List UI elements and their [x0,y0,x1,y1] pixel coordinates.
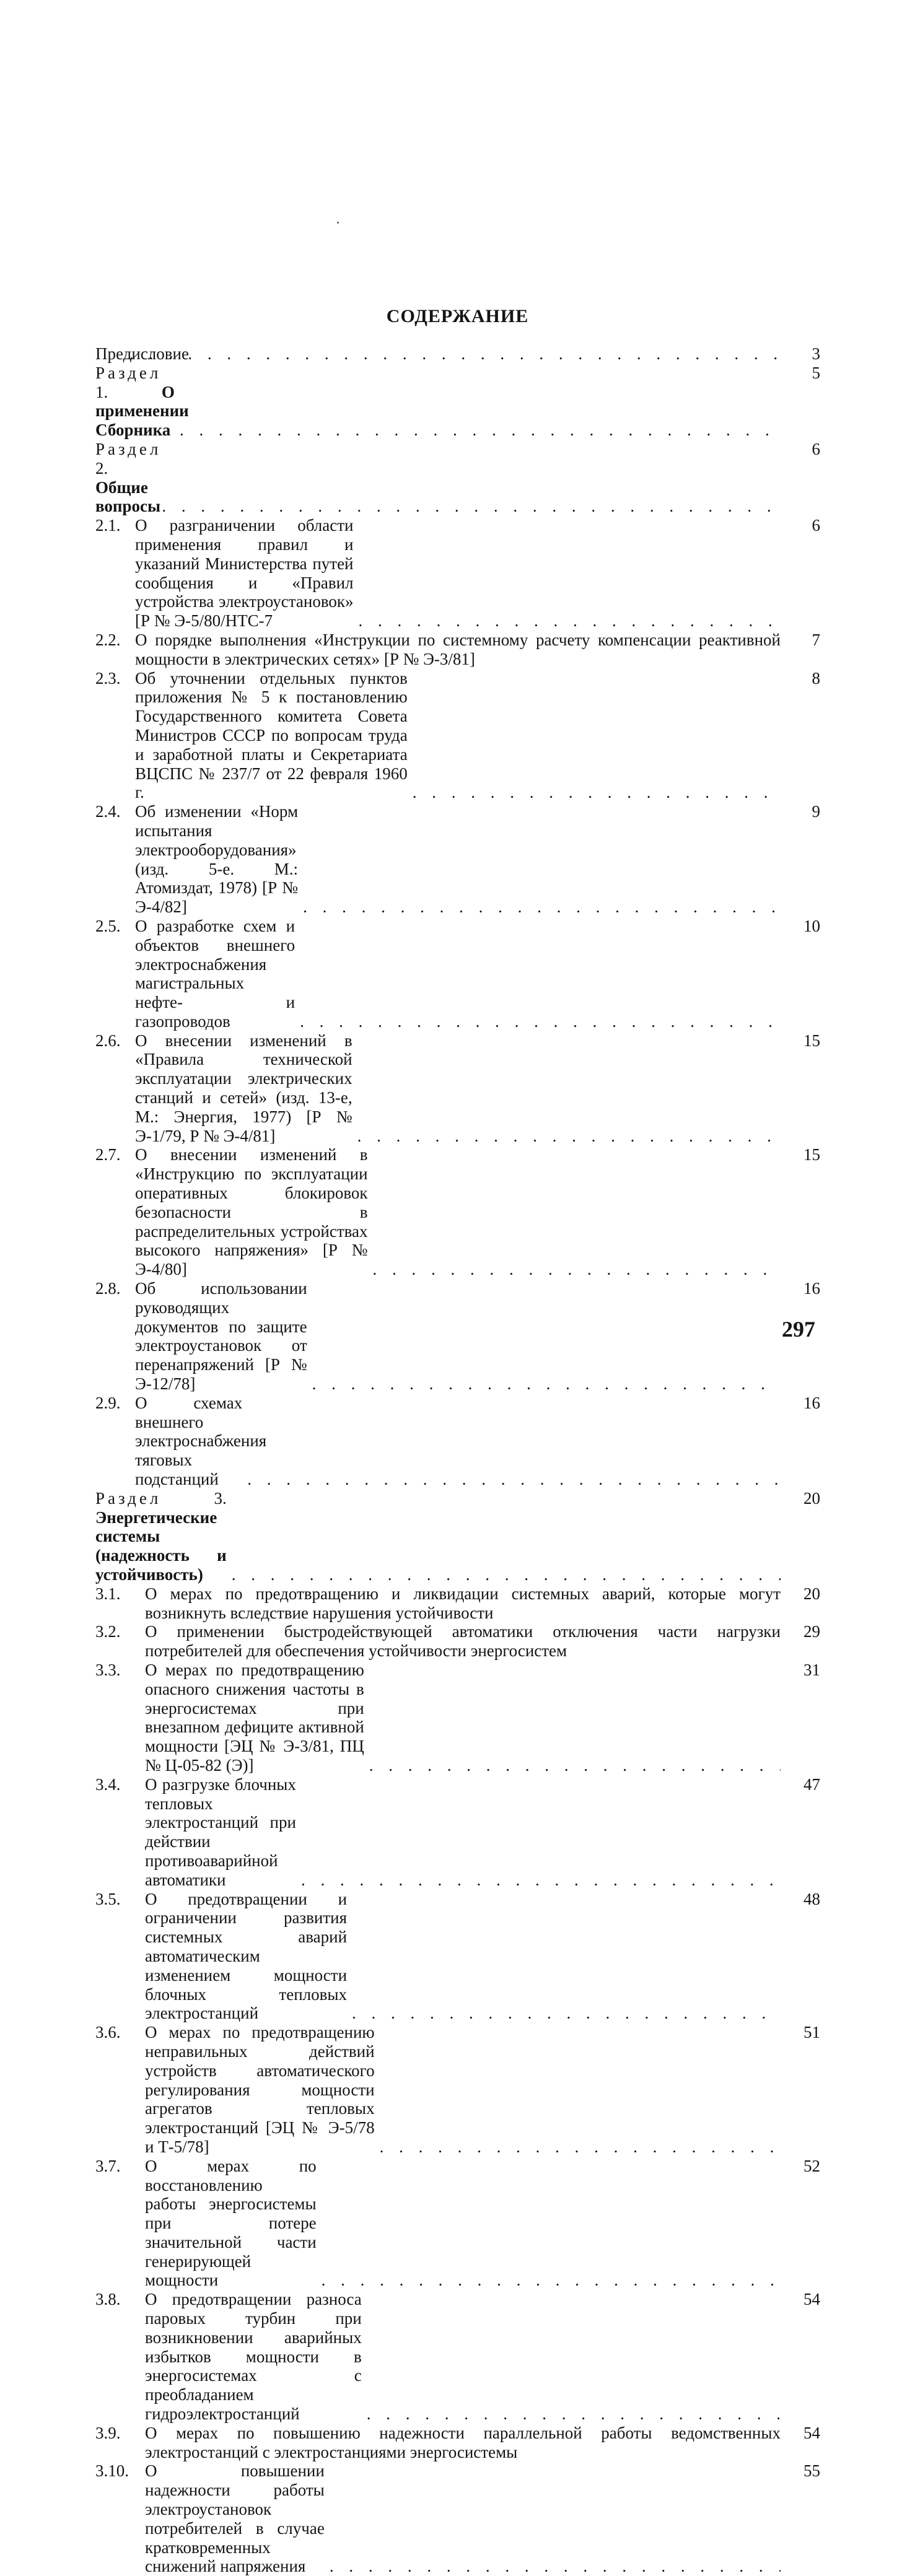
toc-item-3-2 [95,1622,820,1661]
item-number: 3.6. [95,2023,121,2042]
dot-leader [375,2137,781,2157]
dot-leader [368,1260,781,1279]
item-text: О мерах по восстановлению работы энергосистемы при потере значительной части генерирующей мощности [145,2156,317,2290]
dot-leader [175,421,781,440]
page-number: 31 [803,1660,820,1679]
dot-leader [295,1012,781,1031]
item-text: О применении быстродействующей автоматики отключения части нагрузки потребителей для обеспечения устойчивости энергосистем [145,1622,781,1661]
toc-section-2 [95,440,820,516]
toc-item-2-3 [95,669,820,803]
item-text: О внесении изменений в «Инструкцию по эксплуатации оперативных блокировок безопасности в распределительных устройствах высокого напряжения» [Р № Э-4/80] [135,1145,368,1279]
item-number: 2.9. [95,1393,121,1412]
scan-speck [337,222,339,224]
item-text: О повышении надежности работы электроустановок потребителей в случае кратковременных снижений напряжения [145,2461,325,2576]
item-text: Об использовании руководящих документов по защите электроустановок от перенапряжений [Р № Э-12/78] [135,1279,307,1394]
section-number: 3. [214,1488,227,1508]
toc-item-2-2 [95,631,820,669]
page-title: СОДЕРЖАНИЕ [386,306,529,326]
page-number: 54 [803,2290,820,2309]
dot-leader [227,1565,781,1584]
item-text: О внесении изменений в «Правила технической эксплуатации электрических станций и сетей» (изд. 13-е, М.: Энергия, 1977) [Р № Э-1/79, Р № Э-4/81] [135,1031,352,1145]
toc-item-2-8 [95,1279,820,1394]
page-number: 15 [803,1145,820,1164]
page-number: 9 [812,802,820,821]
page-number: 51 [803,2023,820,2042]
dot-leader [157,497,781,516]
dot-leader [317,2271,781,2290]
toc-section-3 [95,1489,820,1584]
page-number: 16 [803,1279,820,1298]
toc-item-3-3 [95,1661,820,1775]
page-number: 20 [803,1488,820,1508]
toc-item-3-9 [95,2424,820,2462]
page-number: 16 [803,1393,820,1412]
dot-leader [298,897,781,917]
page-number: 29 [803,1622,820,1641]
item-text: О разграничении области применения правил и указаний Министерства путей сообщения и «Правил устройства электроустановок» [Р № Э-5/80/НТС-7 [135,516,354,631]
item-number: 3.9. [95,2423,121,2442]
item-number: 2.1. [95,516,121,535]
section-keyword: Раздел [95,439,162,458]
toc-section-1 [95,364,820,440]
section-number: 2. [95,458,108,478]
toc-item-3-1 [95,1584,820,1623]
section-keyword: Раздел [95,1488,162,1508]
dot-leader [362,2404,781,2424]
item-text: О предотвращении и ограничении развития системных аварий автоматическим изменением мощности блочных тепловых электростанций [145,1889,348,2023]
item-number: 2.6. [95,1031,121,1050]
page-number: 48 [803,1889,820,1908]
dot-leader [325,2557,781,2576]
page-number: 52 [803,2156,820,2175]
dot-leader [125,344,781,364]
toc-item-3-8 [95,2290,820,2424]
page-number: 54 [803,2423,820,2442]
item-number: 2.2. [95,630,121,649]
item-text: О предотвращении разноса паровых турбин при возникновении аварийных избытков мощности в энергосистемах с преобладанием гидроэлектростанций [145,2290,362,2424]
dot-leader [354,611,781,631]
dot-leader [242,1470,781,1489]
table-of-contents [95,344,820,2576]
page-number: 3 [812,344,820,363]
section-number: 1. [95,382,108,401]
item-number: 3.4. [95,1775,121,1794]
item-number: 3.8. [95,2290,121,2309]
page-number: 8 [812,668,820,688]
item-text: О мерах по предотвращению и ликвидации системных аварий, которые могут возникнуть вследствие нарушения устойчивости [145,1584,781,1622]
folio-page-number: 297 [782,1317,815,1342]
item-text: О мерах по предотвращению опасного снижения частоты в энергосистемах при внезапном дефиците активной мощности [ЭЦ № Э-3/81, ПЦ № Ц-05-82 (Э)] [145,1660,364,1775]
dot-leader [296,1871,781,1890]
section-title: Общие вопросы [95,478,161,516]
toc-item-3-6 [95,2023,820,2157]
page-number: 15 [803,1031,820,1050]
item-number: 2.3. [95,668,121,688]
page-number: 6 [812,439,820,458]
toc-item-3-4 [95,1775,820,1890]
item-text: О разработке схем и объектов внешнего электроснабжения магистральных нефте- и газопроводов [135,916,296,1031]
toc-item-2-7 [95,1145,820,1279]
section-keyword: Раздел [95,363,162,382]
item-number: 3.3. [95,1660,121,1679]
dot-leader [408,783,781,802]
item-text: О порядке выполнения «Инструкции по системному расчету компенсации реактивной мощности в электрических сетях» [Р № Э-3/81] [135,630,781,668]
page-number: 10 [803,916,820,935]
toc-item-3-10 [95,2461,820,2576]
toc-item-2-4 [95,802,820,917]
toc-item-3-5 [95,1890,820,2024]
page-number: 20 [803,1584,820,1603]
item-number: 3.5. [95,1889,121,1908]
item-number: 2.5. [95,916,121,935]
toc-item-2-1 [95,516,820,631]
item-text: О разгрузке блочных тепловых электростанций при действии противоаварийной автоматики [145,1775,296,1889]
item-number: 3.7. [95,2156,121,2175]
item-number: 3.2. [95,1622,121,1641]
dot-leader [307,1374,781,1394]
item-text: Об уточнении отдельных пунктов приложения № 5 к постановлению Государственного комитета Совета Министров СССР по вопросам труда и заработной платы и Секретариата ВЦСПС № 237/7 от 22 февраля 1960 г. [135,668,408,802]
page-number: 55 [803,2461,820,2481]
toc-item-2-5 [95,917,820,1031]
page-number: 6 [812,516,820,535]
section-title: О применении Сборника [95,382,189,440]
item-text: О мерах по повышению надежности параллельной работы ведомственных электростанций с электростанциями энергосистемы [145,2423,781,2461]
item-text: Об изменении «Норм испытания электрооборудования» (изд. 5-е. М.: Атомиздат, 1978) [Р № Э-4/82] [135,802,299,917]
item-number: 3.10. [95,2461,129,2481]
preface-label: Предисловие [95,344,189,363]
section-title: Энергетические системы (надежность и устойчивость) [95,1508,227,1584]
dot-leader [347,2004,781,2023]
page-number: 5 [812,363,820,382]
dot-leader [364,1756,781,1775]
toc-entry-preface [95,344,820,364]
dot-leader [352,1127,781,1146]
item-text: О мерах по предотвращению неправильных действий устройств автоматического регулирования мощности агрегатов тепловых электростанций [ЭЦ № Э-5/78 и Т-5/78] [145,2023,375,2156]
item-number: 2.8. [95,1279,121,1298]
toc-item-3-7 [95,2157,820,2290]
page-number: 47 [803,1775,820,1794]
item-number: 2.4. [95,802,121,821]
toc-item-2-9 [95,1394,820,1489]
page-number: 7 [812,630,820,649]
item-text: О схемах внешнего электроснабжения тяговых подстанций [135,1393,267,1489]
item-number: 3.1. [95,1584,121,1603]
item-number: 2.7. [95,1145,121,1164]
toc-item-2-6 [95,1031,820,1146]
